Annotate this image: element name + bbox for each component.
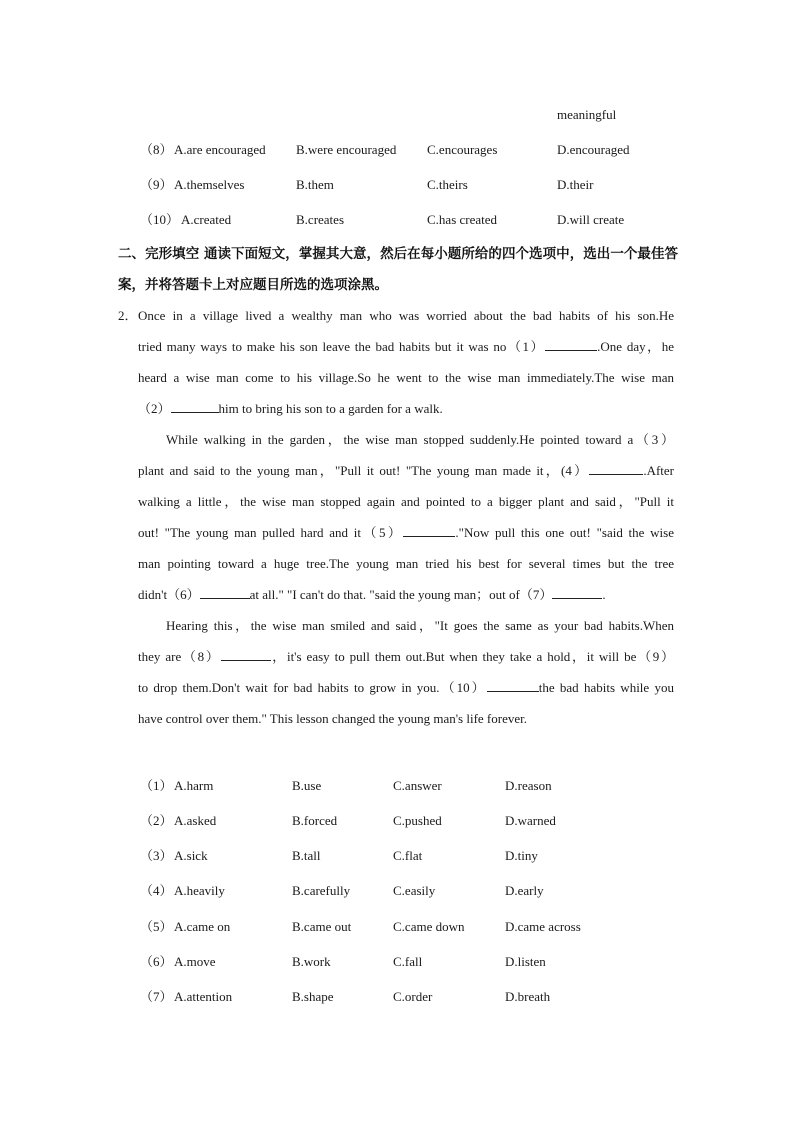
answer-blank-2: [171, 400, 219, 413]
option-c: C.answer: [393, 778, 442, 793]
option-a: A.asked: [174, 813, 217, 828]
option-d: D.will create: [557, 212, 625, 227]
option-b: B.tall: [292, 848, 321, 863]
answer-blank-7: [552, 586, 602, 599]
passage-text: at all." "I can't do that. "said the young man；out of（7）: [249, 587, 553, 602]
option-number: （2）: [140, 813, 173, 828]
passage-text: ，it's easy to pull them out.But when they take a hold，it will be（9）: [270, 649, 674, 664]
passage-line: While walking in the garden，the wise man stopped suddenly.He pointed toward a（3）: [166, 432, 674, 447]
option-a: A.themselves: [174, 177, 245, 192]
option-number: （3）: [140, 848, 173, 863]
option-c: C.fall: [393, 954, 423, 969]
question-number: 2．: [118, 308, 138, 323]
passage-line: Hearing this，the wise man smiled and said，"It goes the same as your bad habits.When: [166, 618, 674, 633]
option-d: D.their: [557, 177, 594, 192]
answer-blank-5: [403, 524, 455, 537]
option-d: D.tiny: [505, 848, 538, 863]
option-c: C.came down: [393, 919, 465, 934]
passage-text: .One day，he: [597, 339, 674, 354]
option-number: （7）: [140, 989, 173, 1004]
option-number: （10）: [140, 212, 180, 227]
passage-text: .After: [643, 463, 674, 478]
passage-line: man pointing toward a huge tree.The young man tried his best for several times but the tree: [138, 556, 674, 571]
answer-blank-8: [221, 648, 271, 661]
option-number: （9）: [140, 177, 173, 192]
passage-text: didn't（6）: [138, 587, 200, 602]
option-number: （4）: [140, 883, 173, 898]
passage-text: （2）: [138, 401, 171, 416]
option-b: B.use: [292, 778, 322, 793]
answer-blank-10: [487, 679, 539, 692]
passage-line: [138, 393, 674, 424]
answer-blank-1: [545, 338, 597, 351]
option-a: A.created: [181, 212, 232, 227]
option-b: B.were encouraged: [296, 142, 397, 157]
answer-blank-4: [589, 462, 643, 475]
option-c: C.flat: [393, 848, 423, 863]
passage-text: .: [602, 587, 606, 602]
option-c: C.theirs: [427, 177, 468, 192]
option-a: A.are encouraged: [174, 142, 266, 157]
passage-line: [138, 517, 674, 548]
passage-text: they are（8）: [138, 649, 221, 664]
passage-text: the bad habits while you: [538, 680, 674, 695]
answer-blank-6: [200, 586, 250, 599]
option-d: D.encouraged: [557, 142, 630, 157]
option-b: B.creates: [296, 212, 345, 227]
passage-line: have control over them." This lesson changed the young man's life forever.: [138, 711, 527, 726]
passage-line: [138, 641, 674, 672]
passage-text: him to bring his son to a garden for a walk.: [218, 401, 443, 416]
option-c: C.order: [393, 989, 433, 1004]
option-a: A.came on: [174, 919, 231, 934]
option-c: C.has created: [427, 212, 498, 227]
option-b: B.carefully: [292, 883, 351, 898]
passage-text: to drop them.Don't wait for bad habits to grow in you.（10）: [138, 680, 487, 695]
option-a: A.heavily: [174, 883, 225, 898]
passage-line: walking a little，the wise man stopped again and pointed to a bigger plant and said，"Pull it: [138, 494, 674, 509]
option-d: D.warned: [505, 813, 556, 828]
passage-line: heard a wise man come to his village.So he went to the wise man immediately.The wise man: [138, 370, 674, 385]
option-number: （5）: [140, 919, 173, 934]
option-b: B.forced: [292, 813, 338, 828]
passage-line: [138, 579, 674, 610]
passage-text: plant and said to the young man，"Pull it out! "The young man made it，(4）: [138, 463, 590, 478]
option-number: （8）: [140, 142, 173, 157]
option-number: （1）: [140, 778, 173, 793]
option-a: A.move: [174, 954, 216, 969]
option-c: C.encourages: [427, 142, 498, 157]
option-wrap-text: meaningful: [557, 107, 617, 122]
passage-line: [138, 672, 674, 703]
option-c: C.pushed: [393, 813, 442, 828]
option-c: C.easily: [393, 883, 436, 898]
option-d: D.listen: [505, 954, 546, 969]
passage-text: ."Now pull this one out! "said the wise: [455, 525, 674, 540]
passage-text: tried many ways to make his son leave the bad habits but it was no（1）: [138, 339, 546, 354]
option-number: （6）: [140, 954, 173, 969]
passage-line: [138, 331, 674, 362]
passage-line: Once in a village lived a wealthy man who was worried about the bad habits of his son.He: [138, 308, 674, 323]
option-b: B.work: [292, 954, 331, 969]
option-a: A.sick: [174, 848, 208, 863]
passage-text: out! "The young man pulled hard and it（5）: [138, 525, 404, 540]
option-a: A.harm: [174, 778, 214, 793]
option-d: D.came across: [505, 919, 581, 934]
option-d: D.reason: [505, 778, 552, 793]
passage-line: [138, 455, 674, 486]
option-a: A.attention: [174, 989, 233, 1004]
option-b: B.shape: [292, 989, 334, 1004]
option-d: D.early: [505, 883, 544, 898]
option-b: B.came out: [292, 919, 352, 934]
option-d: D.breath: [505, 989, 551, 1004]
section-heading: 二、完形填空 通读下面短文，掌握其大意，然后在每小题所给的四个选项中，选出一个最佳答案，并将答题卡上对应题目所选的选项涂黑。: [118, 246, 678, 293]
option-b: B.them: [296, 177, 334, 192]
